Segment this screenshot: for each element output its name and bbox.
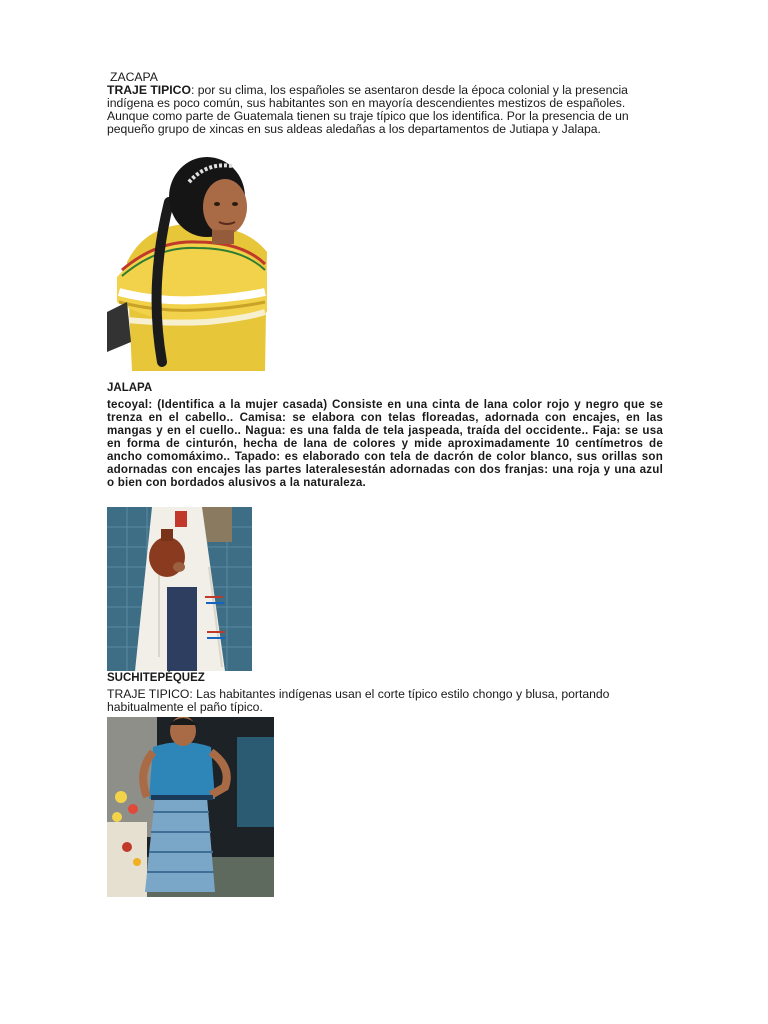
suchitepequez-paragraph: TRAJE TIPICO: Las habitantes indígenas usan el corte típico estilo chongo y blusa, portando habitualmente el paño típico. bbox=[107, 687, 610, 714]
section-title-jalapa: JALAPA bbox=[107, 382, 153, 394]
section-title-suchitepequez: SUCHITEPÉQUEZ bbox=[107, 672, 205, 684]
suchitepequez-photo bbox=[107, 717, 274, 897]
zacapa-label: TRAJE TIPICO bbox=[107, 83, 191, 97]
section-title-zacapa: ZACAPA bbox=[110, 70, 158, 84]
jalapa-photo bbox=[107, 507, 252, 671]
zacapa-photo bbox=[107, 152, 269, 371]
zacapa-text: : por su clima, los españoles se asentaron desde la época colonial y la presencia indígena es poco común, sus habitantes son en mayoría descendientes mestizos de españoles. Aunque como parte de Guatemala tienen su traje típico que los identifica. Por la presencia de un pequeño grupo de xincas en sus aldeas aledañas a los departamentos de Jutiapa y Jalapa. bbox=[107, 83, 629, 136]
jalapa-paragraph: tecoyal: (Identifica a la mujer casada) Consiste en una cinta de lana color rojo y negro que se trenza en el cabello.. Camisa: se elabora con telas floreadas, adornada con encajes, en las mangas y en el cuello.. Nagua: es una falda de tela jaspeada, traída del occidente.. Faja: se usa en forma de cinturón, hecha de lana de colores y mide aproximadamente 10 centímetros de ancho comomáximo.. Tapado: es elaborado con tela de dacrón de color blanco, sus orillas son adornadas con encajes las partes lateralesestán adornadas con dos franjas: una roja y una azul o bien con bordados alusivos a la naturaleza. bbox=[107, 398, 663, 489]
zacapa-paragraph bbox=[107, 84, 663, 136]
